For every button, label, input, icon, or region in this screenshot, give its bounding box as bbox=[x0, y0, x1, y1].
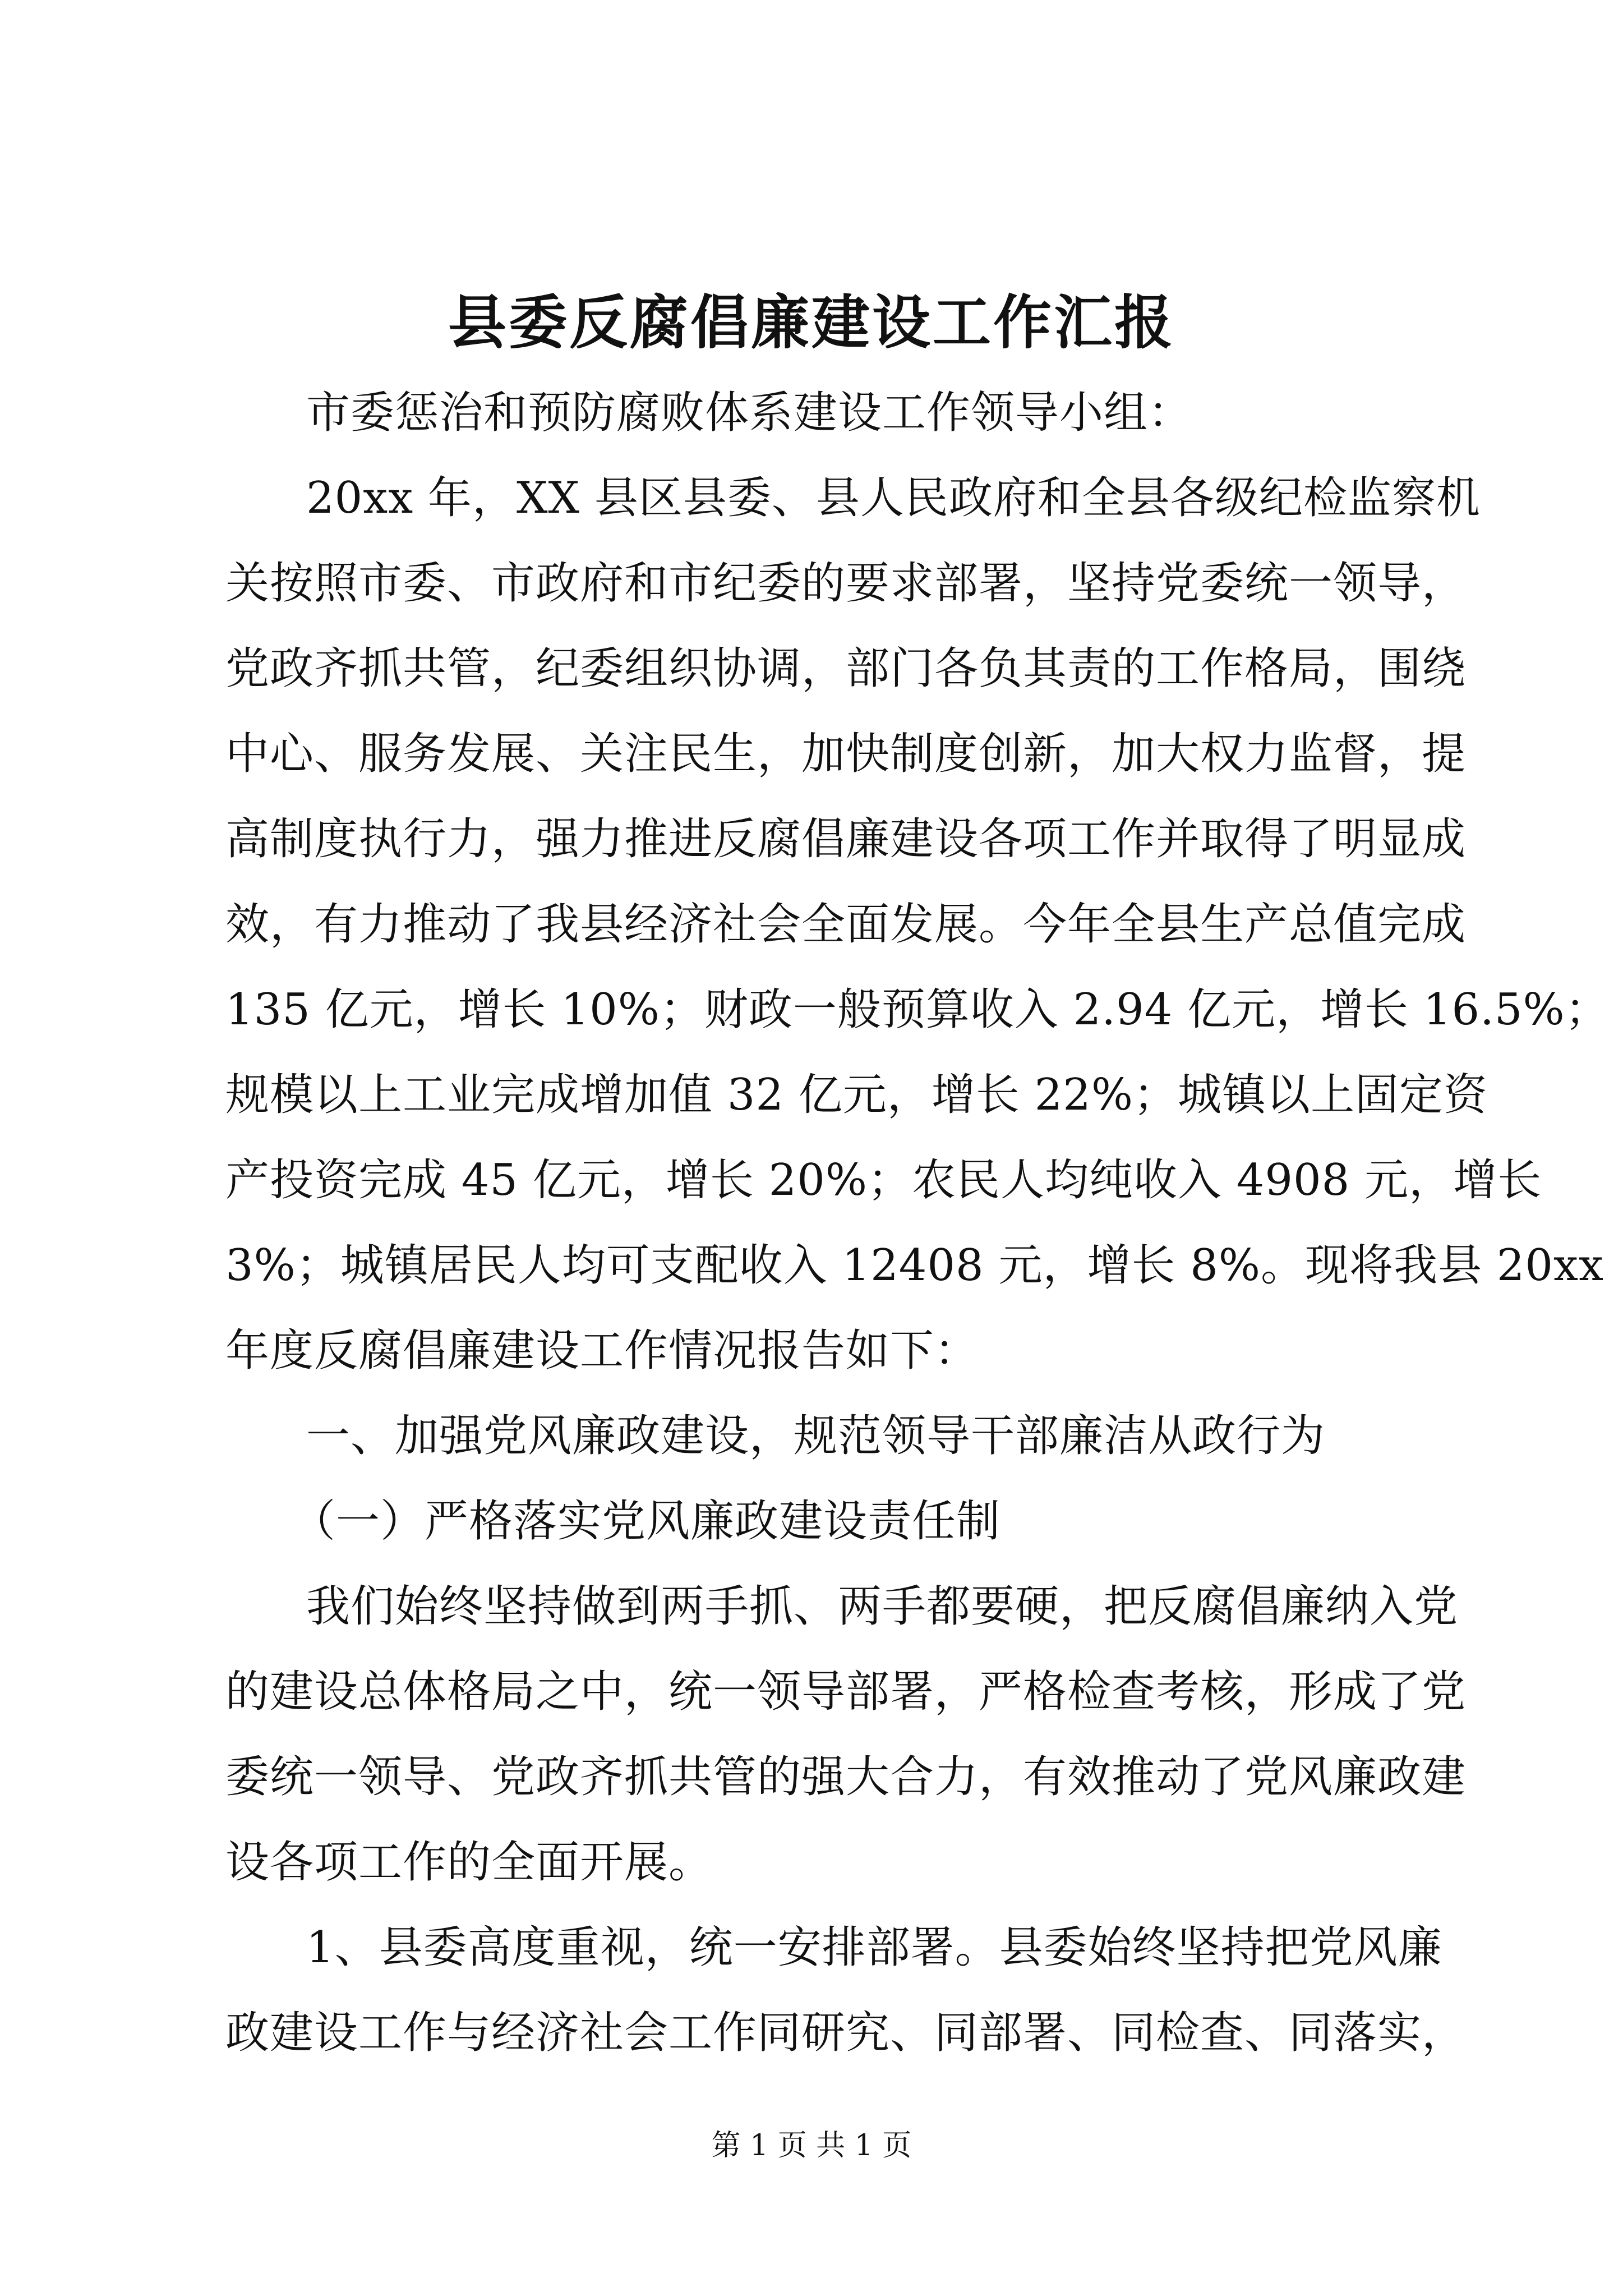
paragraph-line: 我们始终坚持做到两手抓、两手都要硬，把反腐倡廉纳入党 bbox=[306, 1581, 1459, 1632]
paragraph-line: 党政齐抓共管，纪委组织协调，部门各负其责的工作格局，围绕 bbox=[225, 643, 1467, 694]
paragraph-line: 效，有力推动了我县经济社会全面发展。今年全县生产总值完成 bbox=[225, 899, 1467, 950]
paragraph-line: 3%；城镇居民人均可支配收入 12408 元，增长 8%。现将我县 20xx bbox=[225, 1240, 1604, 1291]
paragraph-line: 的建设总体格局之中，统一领导部署，严格检查考核，形成了党 bbox=[225, 1667, 1467, 1717]
paragraph-line: 关按照市委、市政府和市纪委的要求部署，坚持党委统一领导， bbox=[225, 558, 1467, 609]
paragraph-line: 产投资完成 45 亿元，增长 20%；农民人均纯收入 4908 元，增长 bbox=[225, 1155, 1542, 1205]
salutation-line: 市委惩治和预防腐败体系建设工作领导小组： bbox=[306, 388, 1193, 438]
paragraph-line: 高制度执行力，强力推进反腐倡廉建设各项工作并取得了明显成 bbox=[225, 814, 1467, 864]
document-title: 县委反腐倡廉建设工作汇报 bbox=[448, 288, 1175, 357]
paragraph-line: 政建设工作与经济社会工作同研究、同部署、同检查、同落实， bbox=[225, 2008, 1467, 2058]
paragraph-line: 规模以上工业完成增加值 32 亿元，增长 22%；城镇以上固定资 bbox=[225, 1070, 1488, 1120]
paragraph-line: 年度反腐倡廉建设工作情况报告如下： bbox=[225, 1326, 979, 1376]
subsection-heading: （一）严格落实党风廉政建设责任制 bbox=[292, 1496, 1001, 1547]
section-heading: 一、加强党风廉政建设，规范领导干部廉洁从政行为 bbox=[306, 1411, 1326, 1461]
paragraph-line: 中心、服务发展、关注民生，加快制度创新，加大权力监督，提 bbox=[225, 729, 1467, 779]
paragraph-line: 设各项工作的全面开展。 bbox=[225, 1837, 713, 1888]
paragraph-line: 135 亿元，增长 10%；财政一般预算收入 2.94 亿元，增长 16.5%； bbox=[225, 984, 1610, 1035]
paragraph-line: 1、县委高度重视，统一安排部署。县委始终坚持把党风廉 bbox=[306, 1922, 1442, 1973]
paragraph-line: 20xx 年，XX 县区县委、县人民政府和全县各级纪检监察机 bbox=[306, 473, 1481, 523]
paragraph-line: 委统一领导、党政齐抓共管的强大合力，有效推动了党风廉政建 bbox=[225, 1752, 1467, 1802]
document-body bbox=[225, 370, 1610, 2076]
page-footer: 第 1 页 共 1 页 bbox=[711, 2129, 912, 2162]
